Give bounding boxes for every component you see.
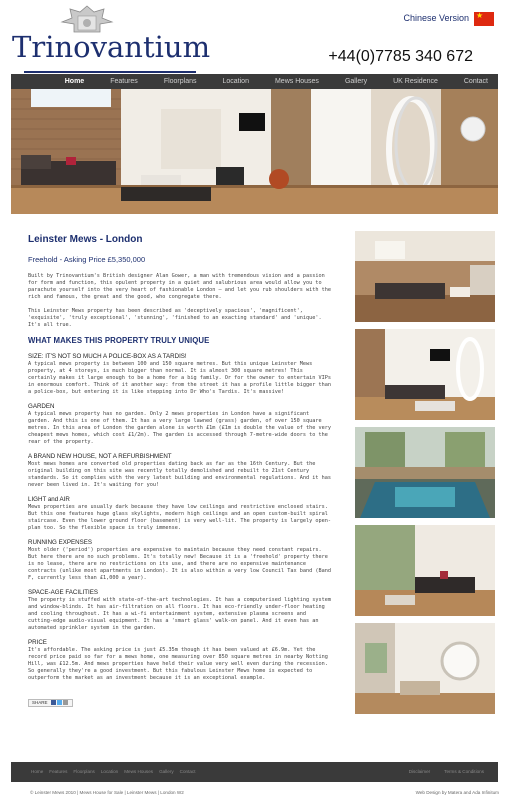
share-label: SHARE — [32, 700, 48, 705]
feature-section-size — [28, 353, 332, 396]
nav-uk-residence[interactable]: UK Residence — [393, 78, 438, 85]
feature-text: Mews properties are usually dark because they have low ceilings and restrictive enclosed stairs. But this one features huge glass skylights, modern high ceilings and an open custom-built spiral staircase. Even the lower ground floor (basement) is very well-lit. The property is largely open-plan too. So the flexible space is truly immense. — [28, 504, 331, 531]
main-navigation — [11, 74, 498, 89]
feature-text: It's affordable. The asking price is just £5.35m though it has been valued at £6.9m. Yet the record price paid so far for a mews home, one measuring over 850 square metres in nearby Notting Hill, was £12.5m. And mews properties have held their value very well even during the recession. So generally they're a good investment. But this fabulous Leinster Mews home is expected to outperform the market as an investment because it is an exceptional example. — [28, 647, 328, 681]
page-title: Leinster Mews - London — [28, 234, 143, 245]
thumbnail-image-pool — [355, 427, 495, 518]
site-header — [0, 0, 511, 75]
nav-gallery[interactable]: Gallery — [344, 78, 368, 85]
gallery-thumbnail[interactable] — [355, 623, 495, 714]
feature-text: The property is stuffed with state-of-the-art technologies. It has a computerised lighting system and window-blinds. It has air-filtration on all floors. It has eco-friendly under-floor heating and cooling throughout. It has a wi-fi entertainment system, extensive plasma screens and cutting-edge audio-visual equipment. It has a 'smart glass' walk-on panel. And it even has an automated sprinkler system in the garden. — [28, 597, 331, 631]
footer-navigation — [31, 769, 202, 774]
feature-text: A typical mews property is between 100 and 150 square metres. But this unique Leinster Mews property, at 4 storeys, is much bigger than normal. It is almost 300 square metres! This certainly makes it large enough to be a home for a big family. Or for the owner to entertain VIPs in enormous comfort. Think of it another way: from the street it has a profile little bigger than a police-box, but entering it is like stepping into Dr Who's Tardis. It's massive! — [28, 361, 331, 395]
phone-number: +44(0)7785 340 672 — [328, 48, 473, 65]
footer-link-disclaimer[interactable]: Disclaimer — [408, 769, 431, 774]
feature-heading: RUNNING EXPENSES — [28, 539, 92, 546]
feature-section-light — [28, 496, 332, 532]
footer-link-mews-houses[interactable]: Mews Houses — [124, 769, 154, 774]
feature-heading: PRICE — [28, 639, 47, 646]
logo-wordmark: Trinovantium — [12, 30, 211, 64]
footer-legal-links — [395, 769, 484, 774]
nav-location[interactable]: Location — [222, 78, 249, 85]
feature-heading: SPACE-AGE FACILITIES — [28, 589, 99, 596]
copyright-text: © Leinster Mews 2010 | Mews House for Sale | Leinster Mews | London W2 — [30, 790, 184, 795]
footer-link-contact[interactable]: Contact — [179, 769, 196, 774]
unique-features-heading: WHAT MAKES THIS PROPERTY TRULY UNIQUE — [28, 336, 210, 345]
web-design-credit: Web Design by Matera and Ada Infinitum — [415, 790, 499, 795]
feature-text: Most mews homes are converted old properties dating back as far as the 16th Century. But the original building on this site was recently totally demolished and rebuilt to 21st Century standards. So it complies with the very latest building and environmental regulations. And it has never been lived in. It's waiting for you! — [28, 461, 331, 488]
thumbnail-image-living-room — [355, 231, 495, 322]
hero-panorama-image — [11, 89, 498, 214]
logo-underline — [24, 71, 196, 73]
email-icon — [63, 700, 68, 705]
feature-section-facilities — [28, 589, 332, 632]
hero-illustration — [11, 89, 498, 214]
nav-floorplans[interactable]: Floorplans — [163, 78, 197, 85]
footer-link-location[interactable]: Location — [100, 769, 119, 774]
main-content — [28, 234, 332, 708]
feature-section-price — [28, 639, 332, 682]
description-paragraph: This Leinster Mews property has been described as 'deceptively spacious', 'magnificent', 'exquisite', 'truly exceptional', 'stunning', 'finished to an exacting standard' and 'unique'. It's all true. — [28, 308, 322, 328]
chinese-version-link[interactable]: Chinese Version — [403, 13, 469, 23]
china-flag-icon[interactable]: ★ — [474, 12, 494, 26]
thumbnail-image-dining — [355, 623, 495, 714]
footer-link-features[interactable]: Features — [49, 769, 68, 774]
footer-link-floorplans[interactable]: Floorplans — [73, 769, 95, 774]
site-logo[interactable] — [12, 4, 211, 72]
footer-link-gallery[interactable]: Gallery — [159, 769, 174, 774]
intro-paragraph: Built by Trinovantium's British designer Alan Gower, a man with tremendous vision and a passion for form and function, this opulent property in a quiet and salubrious area would allow you to parachute yourself into the very heart of fashionable London – and let you rub shoulders with the rich and famous, the great and the good, who congregate there. — [28, 273, 331, 300]
nav-contact[interactable]: Contact — [463, 78, 488, 85]
gallery-thumbnail[interactable] — [355, 329, 495, 420]
feature-text: A typical mews property has no garden. Only 2 mews properties in London have a significant garden. And this is one of them. It has a very large lawned (grass) garden, of over 150 square metres. In this area of London the garden alone is worth £1m (£1m is double the value of the very cheapest mews homes, which cost £1/2m). The garden is accessed through 7-metre-wide doors to the rear of the property. — [28, 411, 331, 445]
asking-price: Freehold - Asking Price £5,350,000 — [28, 255, 146, 264]
feature-heading: A BRAND NEW HOUSE, NOT A REFURBISHMENT — [28, 453, 172, 460]
feature-section-expenses — [28, 539, 332, 582]
thumbnail-image-garden-room — [355, 525, 495, 616]
site-footer — [11, 762, 498, 782]
nav-mews-houses[interactable]: Mews Houses — [274, 78, 319, 85]
nav-home[interactable]: Home — [64, 78, 85, 85]
gallery-thumbnails — [355, 231, 495, 721]
twitter-icon — [57, 700, 62, 705]
footer-link-terms[interactable]: Terms & Conditions — [444, 769, 484, 774]
feature-text: Most older ('period') properties are expensive to maintain because they need constant repairs. But here there are no such problems. It's totally new! Because it is a 'freehold' property there is no lease, there are no restrictions on its use, and there are no expensive maintenance contracts (unlike most apartments in London). It is also within a very low Council Tax band (Band F, currently less than £1,000 a year). — [28, 547, 331, 581]
gallery-thumbnail[interactable] — [355, 525, 495, 616]
gallery-thumbnail[interactable] — [355, 427, 495, 518]
facebook-icon — [51, 700, 56, 705]
feature-section-garden — [28, 403, 332, 446]
footer-link-home[interactable]: Home — [31, 769, 44, 774]
feature-section-new-house — [28, 453, 332, 489]
share-button[interactable] — [28, 699, 73, 707]
feature-heading: LIGHT and AIR — [28, 496, 70, 503]
gallery-thumbnail[interactable] — [355, 231, 495, 322]
thumbnail-image-lounge — [355, 329, 495, 420]
nav-features[interactable]: Features — [110, 78, 138, 85]
feature-heading: GARDEN — [28, 403, 55, 410]
feature-heading: SIZE: IT'S NOT SO MUCH A POLICE-BOX AS A TARDIS! — [28, 353, 187, 360]
